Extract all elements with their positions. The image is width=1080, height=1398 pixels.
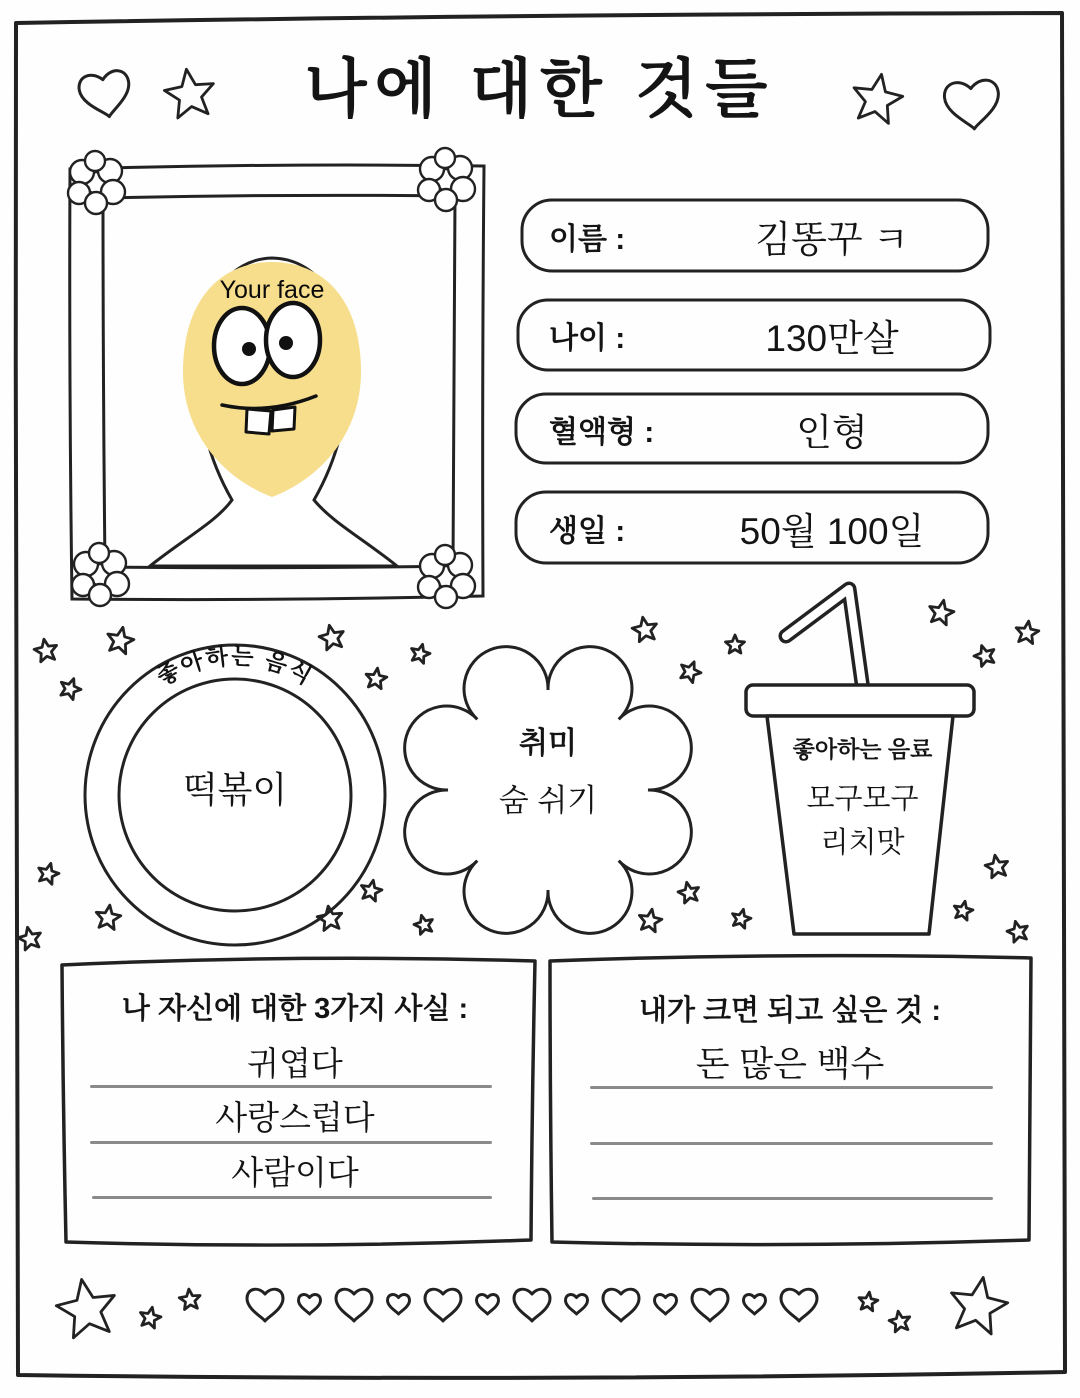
blood-type-field: [535, 396, 975, 461]
star-icon: [16, 925, 43, 951]
star-icon: [730, 907, 753, 929]
dream-answer: 돈 많은 백수: [695, 1045, 885, 1084]
heart-icon: [655, 1295, 677, 1314]
star-icon: [952, 899, 974, 921]
dream-title: 내가 크면 되고 싶은 것 :: [638, 995, 942, 1027]
name-label: 이름 :: [549, 223, 626, 256]
name-value: 김똥꾸 ㅋ: [755, 219, 909, 260]
flower-icon: [435, 586, 457, 608]
heart-icon: [425, 1289, 461, 1321]
star-icon: [94, 903, 122, 930]
flower-icon: [89, 584, 111, 606]
answer-line: [90, 1085, 492, 1088]
page-title: 나에 대한 것들: [304, 53, 776, 125]
heart-icon: [603, 1289, 639, 1321]
heart-icon: [566, 1295, 588, 1314]
favorite-food-value: 떡볶이: [182, 769, 288, 810]
favorite-drink-label: 좋아하는 음료: [792, 736, 933, 762]
star-icon: [36, 861, 61, 886]
star-icon: [1014, 620, 1040, 645]
star-icon: [849, 70, 906, 125]
heart-icon: [388, 1295, 410, 1314]
heart-icon: [336, 1289, 372, 1321]
heart-icon: [781, 1289, 817, 1321]
flower-icon: [435, 545, 455, 565]
star-icon: [53, 1274, 121, 1339]
star-icon: [57, 675, 83, 701]
answer-line: [590, 1142, 993, 1145]
flower-icon: [435, 189, 457, 211]
name-field: [535, 203, 975, 269]
answer-line: [92, 1196, 492, 1199]
heart-icon: [514, 1289, 550, 1321]
star-icon: [677, 658, 704, 684]
age-label: 나이 :: [549, 322, 626, 355]
star-icon: [412, 913, 435, 935]
star-icon: [138, 1305, 163, 1329]
flower-icon: [85, 192, 107, 214]
star-icon: [178, 1288, 201, 1310]
hobby-label: 취미: [519, 727, 577, 760]
photo-placeholder-text: Your face: [219, 276, 325, 304]
star-icon: [409, 642, 432, 664]
heart-icon: [744, 1295, 766, 1314]
star-icon: [972, 642, 998, 667]
heart-icon: [77, 69, 134, 121]
star-icon: [927, 598, 956, 626]
star-icon: [317, 623, 346, 651]
heart-icon: [943, 79, 1001, 131]
flower-icon: [85, 151, 105, 171]
heart-icon: [692, 1289, 728, 1321]
answer-line: [90, 1141, 492, 1144]
answer-line: [590, 1086, 993, 1089]
star-icon: [359, 878, 384, 902]
facts-title: 나 자신에 대한 3가지 사실 :: [121, 993, 469, 1025]
age-field: [535, 302, 975, 368]
star-icon: [105, 625, 136, 655]
blood-type-label: 혈액형 :: [549, 415, 655, 449]
star-icon: [364, 667, 387, 690]
star-icon: [631, 615, 659, 642]
heart-icon: [477, 1295, 499, 1314]
heart-icon: [247, 1289, 283, 1321]
favorite-food-label: 좋아하는 음식: [152, 642, 318, 690]
star-icon: [676, 880, 701, 904]
star-icon: [857, 1291, 878, 1312]
star-icon: [984, 853, 1010, 878]
star-icon: [33, 637, 59, 662]
hobby-value: 숨 쉬기: [498, 783, 598, 818]
star-icon: [946, 1273, 1012, 1336]
flower-icon: [435, 148, 455, 168]
star-icon: [1005, 919, 1030, 943]
blood-type-value: 인형: [796, 411, 868, 453]
age-value: 130만살: [765, 318, 899, 359]
fact-2: 사랑스럽다: [215, 1099, 375, 1136]
heart-icon: [299, 1295, 321, 1314]
star-icon: [725, 635, 744, 653]
birthday-field: [535, 494, 975, 561]
fact-1: 귀엽다: [247, 1045, 343, 1082]
fact-3: 사람이다: [231, 1154, 359, 1191]
star-icon: [637, 907, 663, 932]
answer-line: [592, 1197, 993, 1200]
flower-icon: [89, 543, 109, 563]
favorite-drink-line2: 리치맛: [820, 827, 905, 859]
star-icon: [888, 1309, 912, 1332]
star-icon: [162, 66, 218, 119]
birthday-value: 50월 100일: [739, 510, 925, 552]
birthday-label: 생일 :: [549, 514, 626, 548]
favorite-drink-line1: 모구모구: [806, 783, 919, 815]
